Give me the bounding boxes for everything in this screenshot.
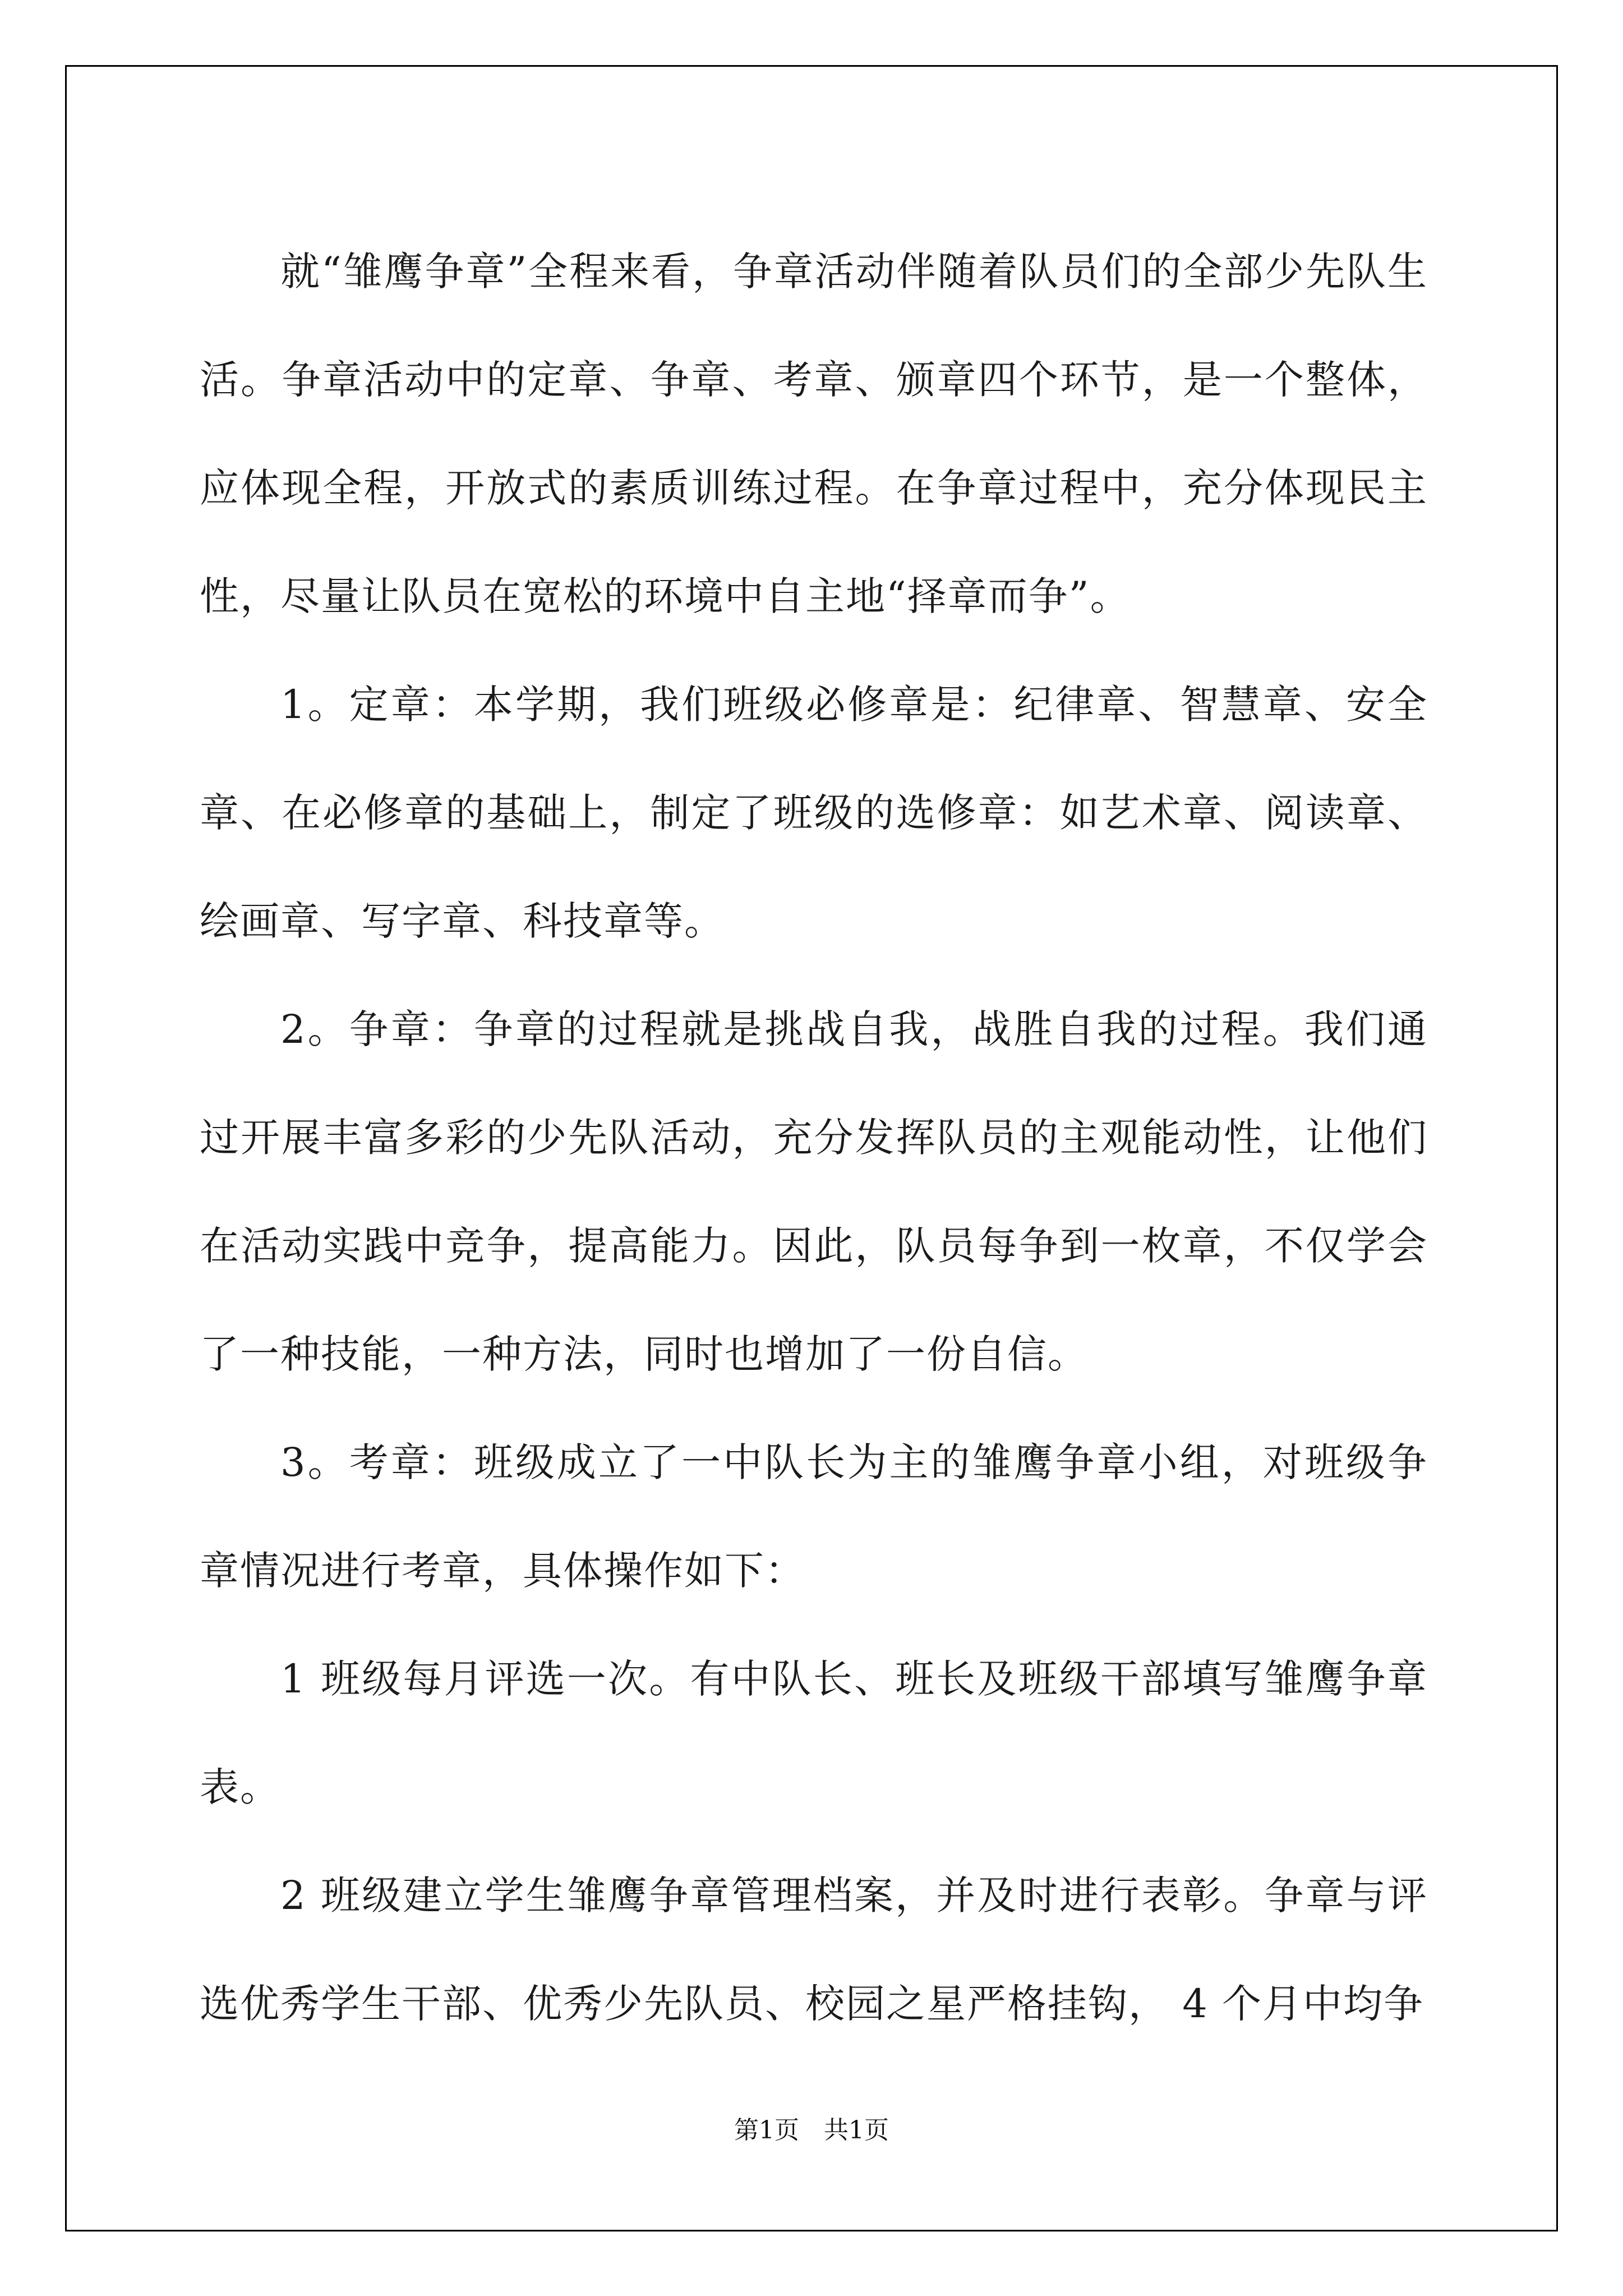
document-body xyxy=(200,218,1428,2058)
paragraph-define-badge: 1。定章：本学期，我们班级必修章是：纪律章、智慧章、安全章、在必修章的基础上，制定了班级的选修章：如艺术章、阅读章、绘画章、写字章、科技章等。 xyxy=(200,682,1428,944)
page-number: 第1页 共1页 xyxy=(734,2116,889,2145)
paragraph-compete-badge: 2。争章：争章的过程就是挑战自我，战胜自我的过程。我们通过开展丰富多彩的少先队活动，充分发挥队员的主观能动性，让他们在活动实践中竞争，提高能力。因此，队员每争到一枚章，不仅学会了一种技能，一种方法，同时也增加了一份自信。 xyxy=(200,1006,1428,1377)
paragraph-item-2: 2 班级建立学生雏鹰争章管理档案，并及时进行表彰。争章与评选优秀学生干部、优秀少先队员、校园之星严格挂钩， 4 个月中均争 xyxy=(200,1872,1428,2027)
paragraph-item-1: 1 班级每月评选一次。有中队长、班长及班级干部填写雏鹰争章表。 xyxy=(200,1656,1428,1810)
paragraph-assess-badge: 3。考章：班级成立了一中队长为主的雏鹰争章小组，对班级争章情况进行考章，具体操作如下： xyxy=(200,1439,1428,1594)
paragraph-intro: 就“雏鹰争章”全程来看，争章活动伴随着队员们的全部少先队生活。争章活动中的定章、争章、考章、颁章四个环节，是一个整体，应体现全程，开放式的素质训练过程。在争章过程中，充分体现民主性，尽量让队员在宽松的环境中自主地“择章而争”。 xyxy=(200,249,1428,619)
